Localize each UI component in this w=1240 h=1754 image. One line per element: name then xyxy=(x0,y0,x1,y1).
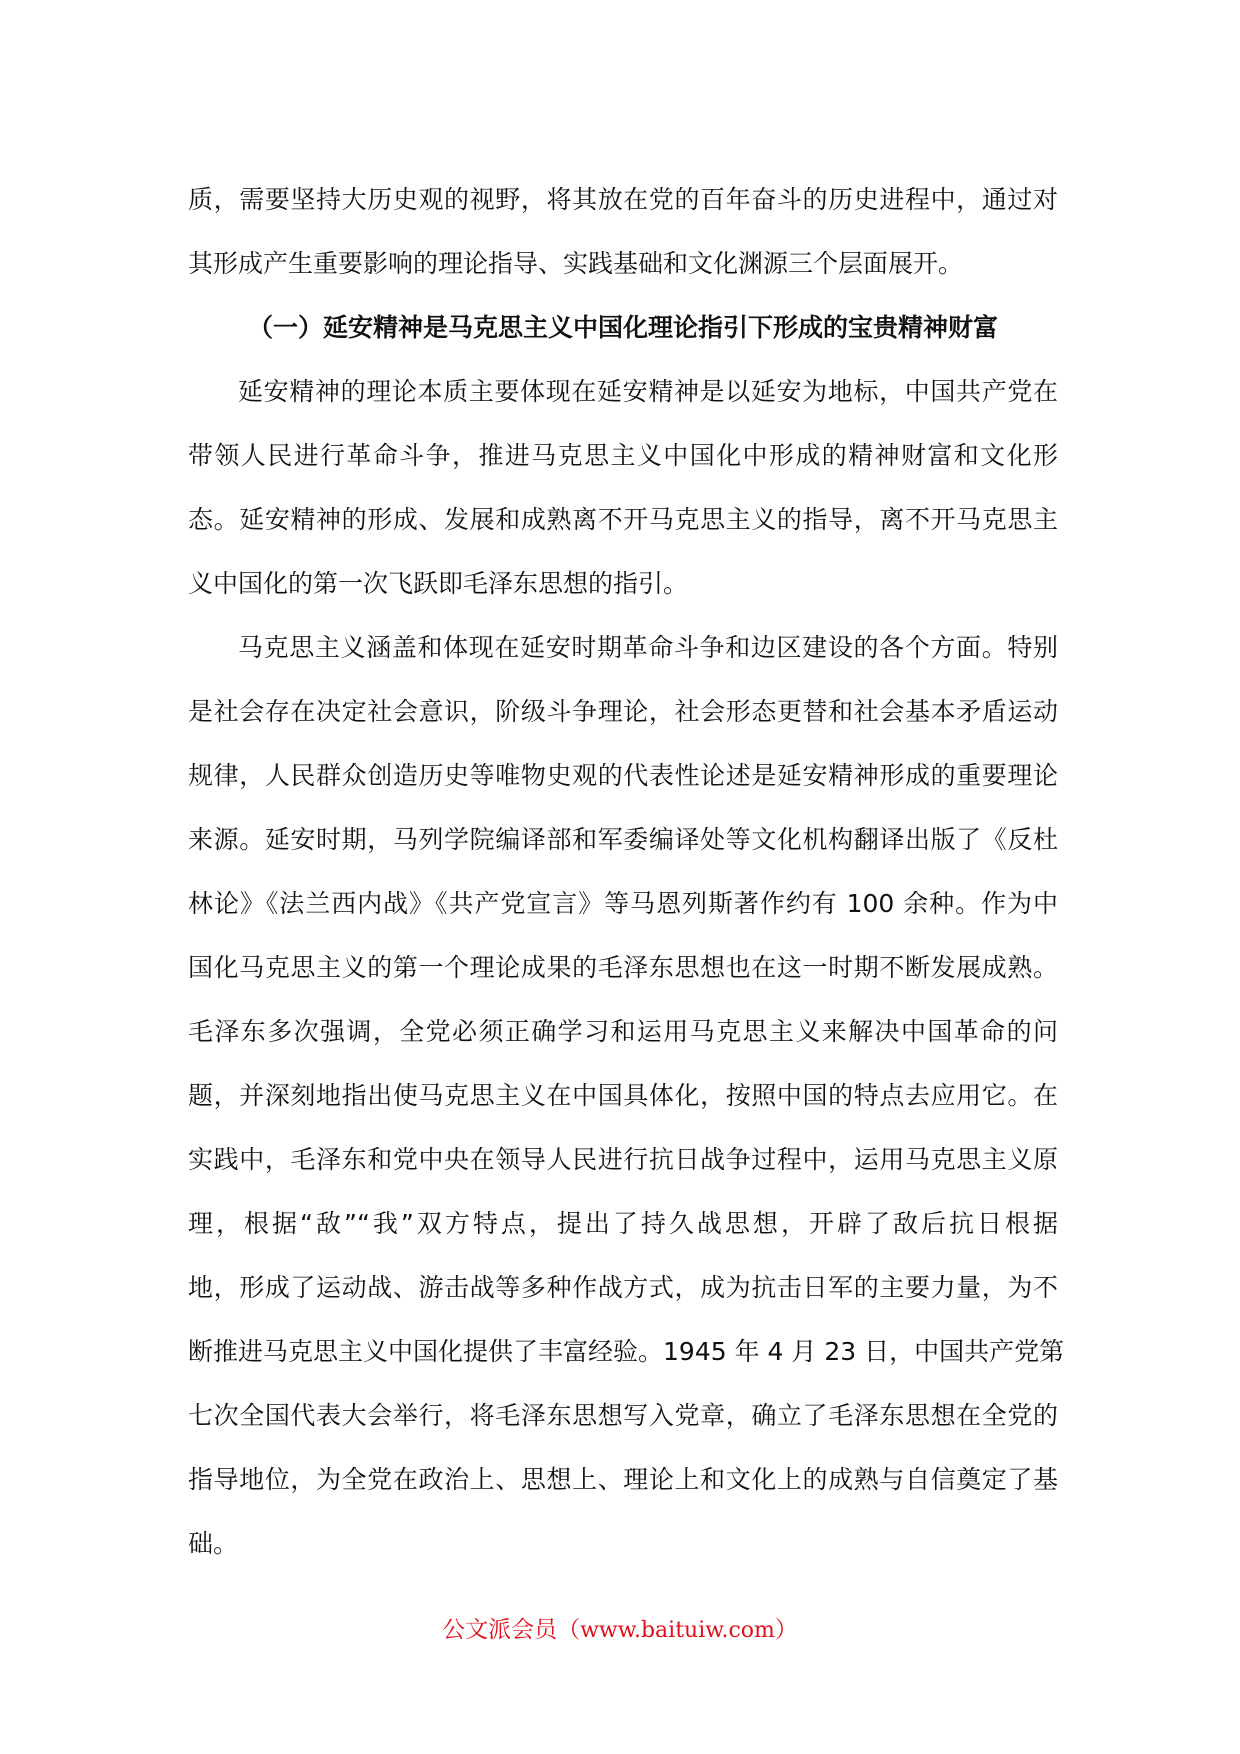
section-heading: （一）延安精神是马克思主义中国化理论指引下形成的宝贵精神财富 xyxy=(248,313,999,342)
text-line: 题，并深刻地指出使马克思主义在中国具体化，按照中国的特点去应用它。在 xyxy=(188,1081,1058,1110)
text-line: 态。延安精神的形成、发展和成熟离不开马克思主义的指导，离不开马克思主 xyxy=(188,505,1058,534)
text-line: 延安精神的理论本质主要体现在延安精神是以延安为地标，中国共产党在 xyxy=(238,377,1058,406)
paragraph-theory-essence xyxy=(188,360,1058,616)
text-line: 断推进马克思主义中国化提供了丰富经验。1945 年 4 月 23 日，中国共产党第 xyxy=(188,1337,1065,1366)
footer-close: ） xyxy=(774,1617,798,1643)
text-line: 毛泽东多次强调，全党必须正确学习和运用马克思主义来解决中国革命的问 xyxy=(188,1017,1058,1046)
footer-url[interactable]: www.baituiw.com xyxy=(580,1618,775,1643)
text-line: 础。 xyxy=(188,1529,239,1558)
footer-watermark xyxy=(0,1611,1240,1644)
text-line: 国化马克思主义的第一个理论成果的毛泽东思想也在这一时期不断发展成熟。 xyxy=(188,953,1058,982)
text-line: 指导地位，为全党在政治上、思想上、理论上和文化上的成熟与自信奠定了基 xyxy=(188,1465,1058,1494)
text-line: 来源。延安时期，马列学院编译部和军委编译处等文化机构翻译出版了《反杜 xyxy=(188,825,1058,854)
text-line: 义中国化的第一次飞跃即毛泽东思想的指引。 xyxy=(188,569,689,598)
text-line: 质，需要坚持大历史观的视野，将其放在党的百年奋斗的历史进程中，通过对 xyxy=(188,185,1058,214)
footer-label: 公文派会员（ xyxy=(442,1617,581,1643)
text-line: 带领人民进行革命斗争，推进马克思主义中国化中形成的精神财富和文化形 xyxy=(188,441,1058,470)
text-line: 其形成产生重要影响的理论指导、实践基础和文化渊源三个层面展开。 xyxy=(188,249,964,278)
text-line: 规律，人民群众创造历史等唯物史观的代表性论述是延安精神形成的重要理论 xyxy=(188,761,1058,790)
text-line: 林论》《法兰西内战》《共产党宣言》等马恩列斯著作约有 100 余种。作为中 xyxy=(188,889,1058,918)
text-line: 是社会存在决定社会意识，阶级斗争理论，社会形态更替和社会基本矛盾运动 xyxy=(188,697,1058,726)
text-line: 理，根据“敌”“我”双方特点，提出了持久战思想，开辟了敌后抗日根据 xyxy=(188,1209,1058,1238)
text-line: 七次全国代表大会举行，将毛泽东思想写入党章，确立了毛泽东思想在全党的 xyxy=(188,1401,1058,1430)
paragraph-marxism-coverage xyxy=(188,616,1065,1576)
text-line: 马克思主义涵盖和体现在延安时期革命斗争和边区建设的各个方面。特别 xyxy=(238,633,1058,662)
text-line: 实践中，毛泽东和党中央在领导人民进行抗日战争过程中，运用马克思主义原 xyxy=(188,1145,1058,1174)
text-line: 地，形成了运动战、游击战等多种作战方式，成为抗击日军的主要力量，为不 xyxy=(188,1273,1058,1302)
document-body xyxy=(188,168,1065,1576)
intro-paragraph xyxy=(188,168,1058,296)
